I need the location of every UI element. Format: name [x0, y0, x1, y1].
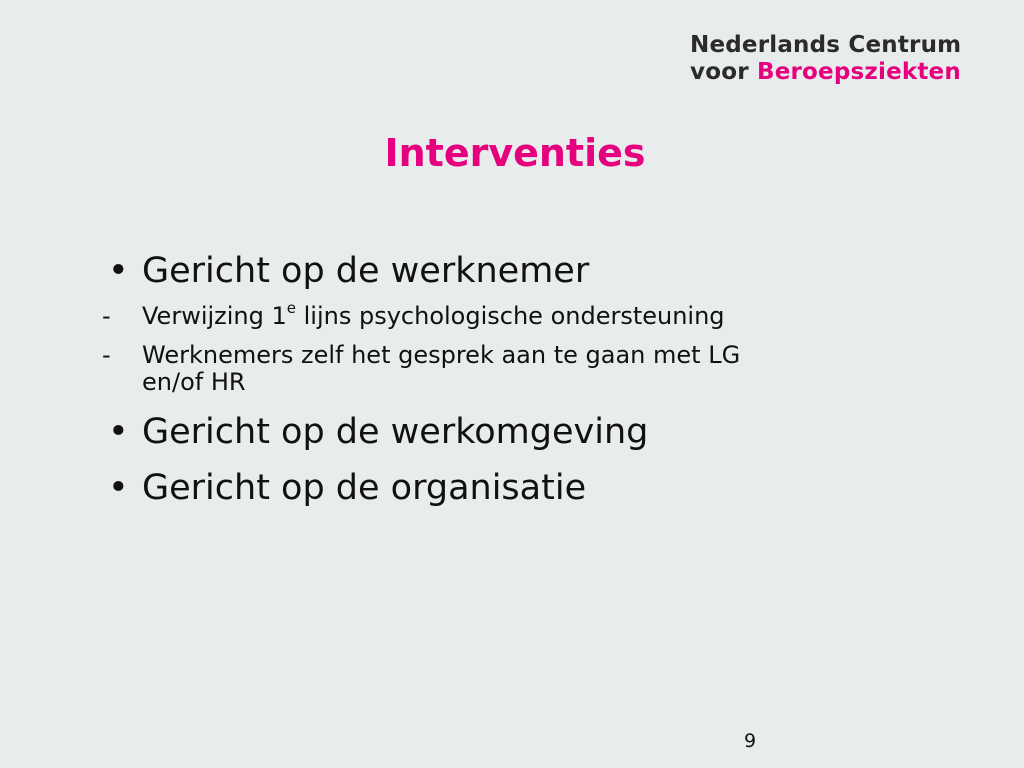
bullet-item [100, 409, 920, 455]
sub-bullet-item [100, 300, 920, 333]
bullet-text: Gericht op de werknemer [142, 251, 590, 291]
slide-title: Interventies [384, 131, 646, 175]
bullet-text: Gericht op de werkomgeving [142, 412, 649, 452]
logo-line-2 [690, 59, 990, 86]
logo-line-1: Nederlands Centrum [690, 32, 962, 58]
sub-bullet-item [100, 339, 920, 399]
dash-marker: - [102, 341, 111, 369]
sub-bullet-text-start: Verwijzing 1 [142, 302, 287, 330]
bullet-marker: • [108, 468, 129, 508]
logo [690, 32, 990, 86]
bullet-item [100, 465, 920, 511]
sub-bullet-line-1: Werknemers zelf het gesprek aan te gaan met LG [142, 341, 741, 369]
bullet-text: Gericht op de organisatie [142, 468, 587, 508]
bullet-item [100, 248, 920, 294]
sub-bullet-line-2: en/of HR [142, 368, 246, 396]
superscript: e [286, 299, 296, 317]
page-number: 9 [744, 730, 757, 752]
bullet-marker: • [108, 251, 129, 291]
sub-bullet-text-end: lijns psychologische ondersteuning [296, 302, 725, 330]
logo-prefix: voor [690, 59, 749, 85]
bullet-marker: • [108, 412, 129, 452]
logo-accent: Beroepsziekten [756, 59, 961, 85]
dash-marker: - [102, 302, 111, 330]
bullet-list [100, 248, 920, 517]
